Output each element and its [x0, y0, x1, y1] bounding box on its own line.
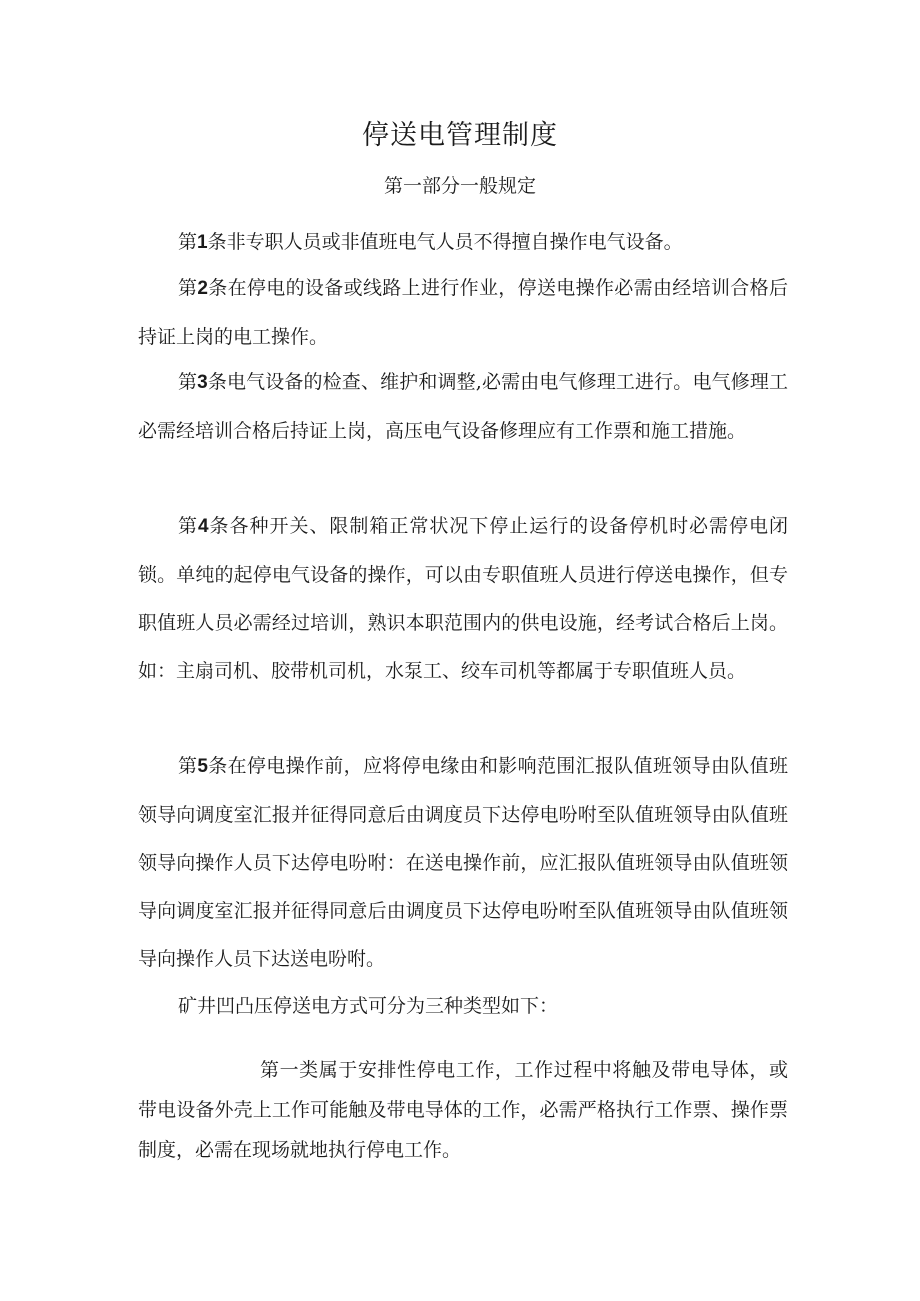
article-2-body: 条在停电的设备或线路上进行作业，停送电操作必需由经培训合格后持证上岗的电工操作。	[138, 277, 788, 348]
article-2-prefix: 第	[178, 277, 198, 299]
article-1-prefix: 第	[178, 231, 198, 253]
article-5-body: 条在停电操作前，应将停电缘由和影响范围汇报队值班领导由队值班领导向调度室汇报并征得同意后由调度员下达停电吩咐至队值班领导由队值班领导向操作人员下达停电吩咐：在送电操作前，应汇报队值班领导由队值班领导向调度室汇报并征得同意后由调度员下达停电吩咐至队值班领导由队值班领导向操作人员下达送电吩咐。	[138, 755, 788, 970]
article-1-body: 条非专职人员或非值班电气人员不得擅自操作电气设备。	[207, 231, 683, 253]
article-1	[138, 218, 788, 267]
article-3-prefix: 第	[178, 371, 198, 393]
article-2-number: 2	[197, 278, 208, 299]
article-5-prefix: 第	[178, 755, 198, 777]
article-3	[138, 358, 788, 455]
article-4	[138, 502, 788, 695]
article-4-number: 4	[197, 516, 209, 537]
article-5-number: 5	[197, 756, 208, 777]
article-3-body: 条电气设备的检查、维护和调整,必需由电气修理工进行。电气修理工必需经培训合格后持证上岗，高压电气设备修理应有工作票和施工措施。	[138, 371, 788, 442]
intro-line: 矿井凹凸压停送电方式可分为三种类型如下：	[178, 995, 559, 1017]
article-4-prefix: 第	[178, 515, 198, 537]
article-5	[138, 742, 788, 983]
section-title: 第一部分一般规定	[383, 175, 536, 197]
article-2	[138, 264, 788, 361]
article-4-body: 条各种开关、限制箱正常状况下停止运行的设备停机时必需停电闭锁。单纯的起停电气设备的操作，可以由专职值班人员进行停送电操作，但专职值班人员必需经过培训，熟识本职范围内的供电设施，经考试合格后上岗。如：主扇司机、胶带机司机，水泵工、绞车司机等都属于专职值班人员。	[138, 515, 788, 682]
article-1-number: 1	[197, 232, 208, 253]
document-title: 停送电管理制度	[362, 120, 558, 151]
article-3-number: 3	[197, 372, 208, 393]
category-one: 第一类属于安排性停电工作，工作过程中将触及带电导体，或带电设备外壳上工作可能触及带电导体的工作，必需严格执行工作票、操作票制度，必需在现场就地执行停电工作。	[138, 1059, 788, 1161]
